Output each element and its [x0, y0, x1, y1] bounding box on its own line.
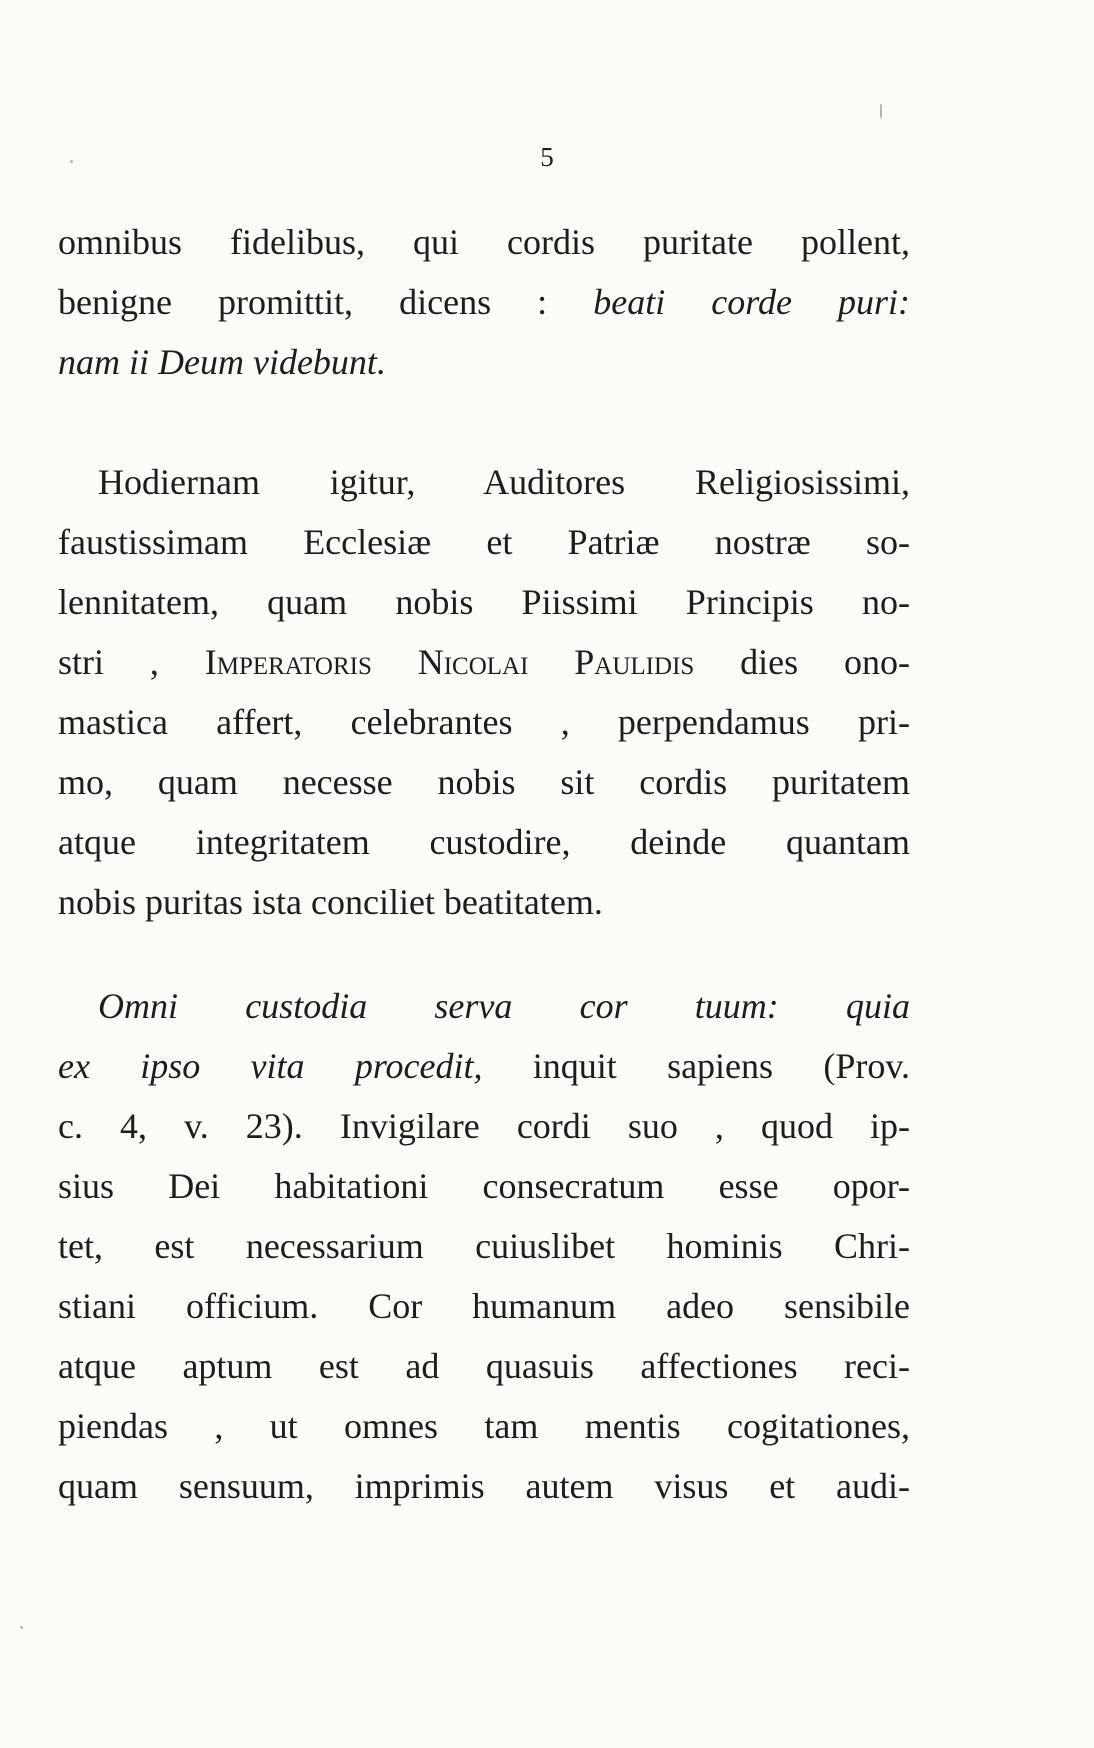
- text-line: omnibus fidelibus, qui cordis puritate pollent,: [58, 222, 910, 262]
- text-line: c. 4, v. 23). Invigilare cordi suo , quod ip-: [58, 1106, 910, 1146]
- text-line: sius Dei habitationi consecratum esse opor-: [58, 1166, 910, 1206]
- text-line: stiani officium. Cor humanum adeo sensibile: [58, 1286, 910, 1326]
- text-line: [58, 1036, 910, 1096]
- text-line: faustissimam Ecclesiæ et Patriæ nostræ so-: [58, 522, 910, 562]
- page-number: 5: [540, 142, 554, 172]
- text-line: lennitatem, quam nobis Piissimi Principis no-: [58, 582, 910, 622]
- text-italic: ex ipso vita procedit,: [58, 1046, 483, 1086]
- text-line: [58, 272, 910, 332]
- paragraph-3: [58, 976, 910, 1516]
- text-line: Hodiernam igitur, Auditores Religiosissimi,: [98, 462, 910, 502]
- text-line: piendas , ut omnes tam mentis cogitationes,: [58, 1406, 910, 1446]
- text-italic: beati corde puri:: [593, 282, 910, 322]
- text-line: nam ii Deum videbunt.: [58, 342, 386, 382]
- text-line: atque aptum est ad quasuis affectiones reci-: [58, 1346, 910, 1386]
- text-line: mo, quam necesse nobis sit cordis puritatem: [58, 762, 910, 802]
- text-line: quam sensuum, imprimis autem visus et audi-: [58, 1466, 910, 1506]
- text-line: [58, 632, 910, 692]
- text-line: tet, est necessarium cuiuslibet hominis Chri-: [58, 1226, 910, 1266]
- paragraph-2: [58, 452, 910, 932]
- text-roman: inquit sapiens (Prov.: [532, 1046, 910, 1086]
- text-line: atque integritatem custodire, deinde quantam: [58, 822, 910, 862]
- text-line: Omni custodia serva cor tuum: quia: [98, 986, 910, 1026]
- text-roman: stri ,: [58, 642, 159, 682]
- text-line: mastica affert, celebrantes , perpendamus pri-: [58, 702, 910, 742]
- text-roman: benigne promittit, dicens :: [58, 282, 548, 322]
- paragraph-1: [58, 212, 910, 392]
- paper-speck: [880, 104, 882, 118]
- text-smallcaps: Imperatoris Nicolai Paulidis: [204, 642, 695, 682]
- paper-speck: [20, 1626, 23, 1629]
- text-roman: dies ono-: [740, 642, 910, 682]
- text-line: nobis puritas ista conciliet beatitatem.: [58, 882, 603, 922]
